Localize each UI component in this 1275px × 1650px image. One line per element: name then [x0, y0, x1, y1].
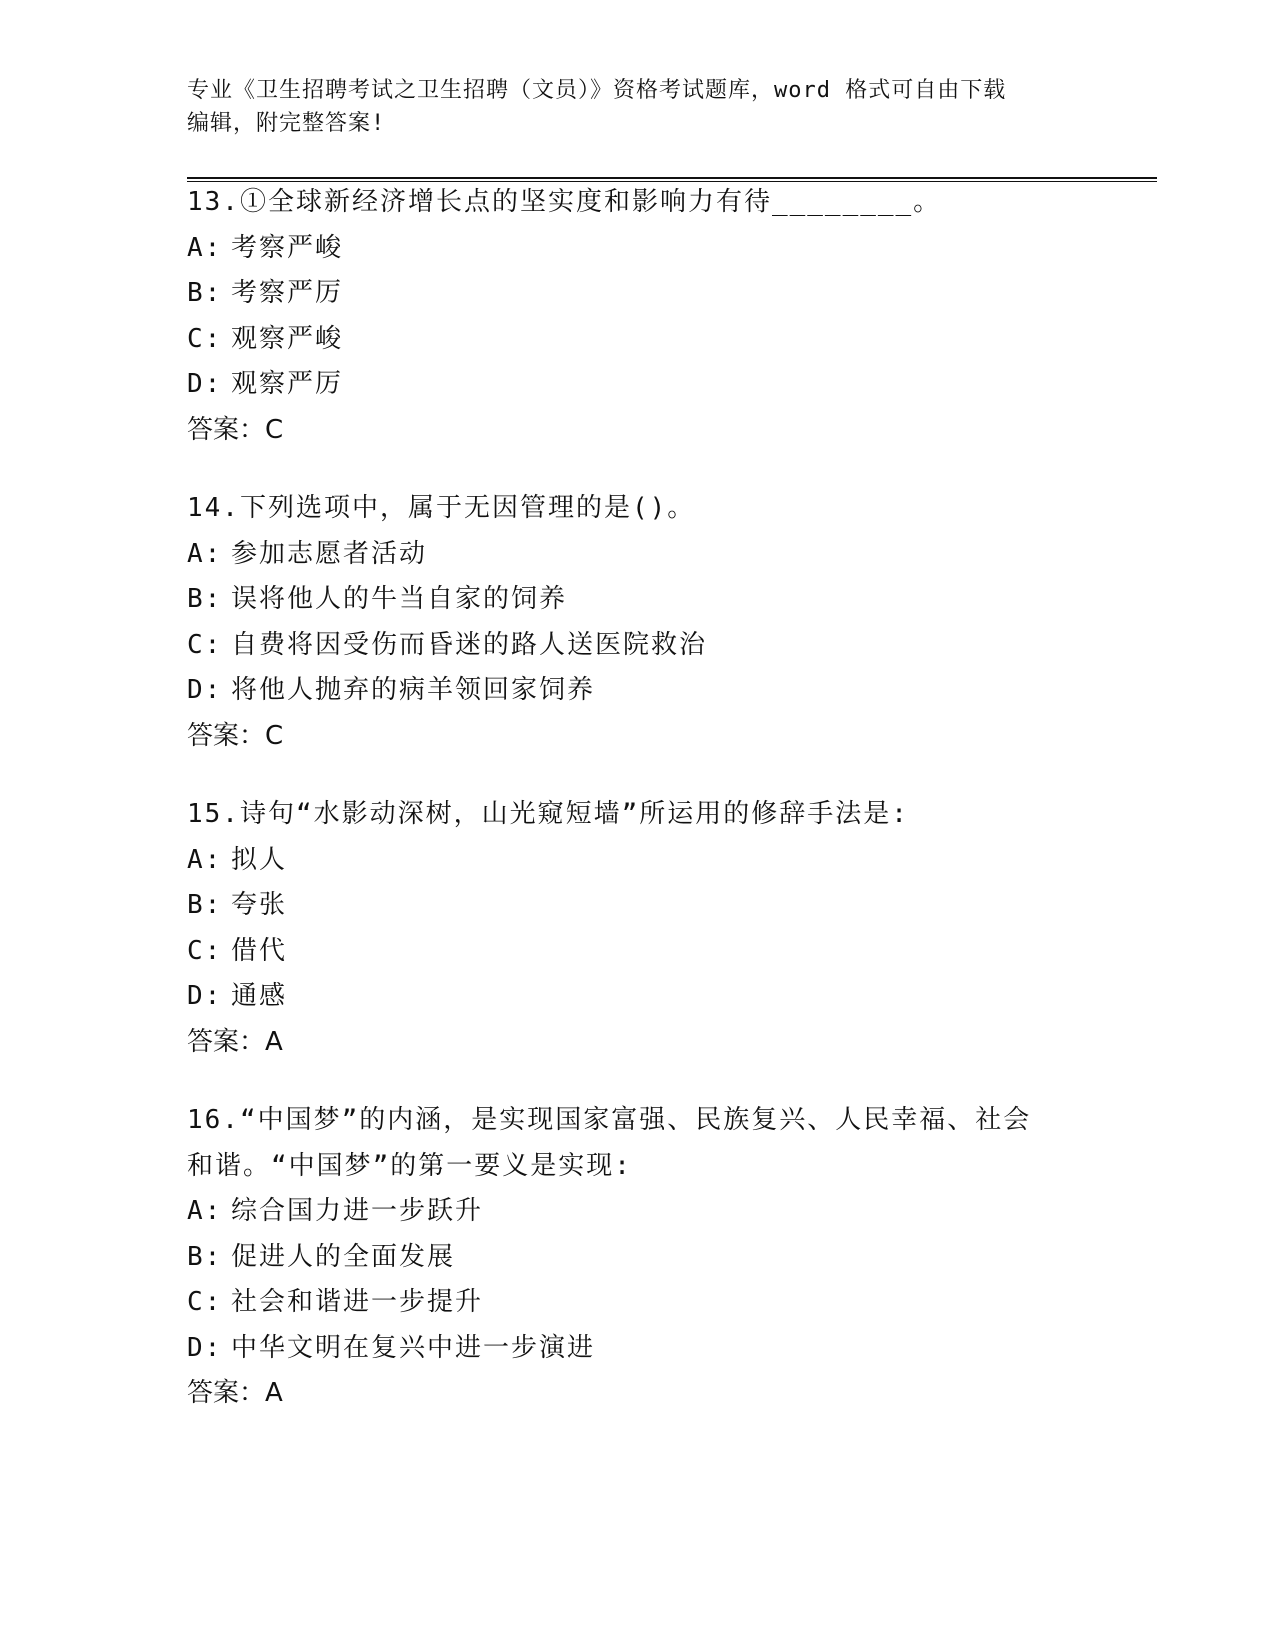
option-text: 拟人 — [231, 844, 288, 875]
option-letter: A: — [187, 538, 223, 569]
option-text: 中华文明在复兴中进一步演进 — [231, 1332, 596, 1363]
option-text: 参加志愿者活动 — [231, 538, 428, 569]
answer-line: 答案：C — [187, 414, 284, 445]
option-text: 自费将因受伤而昏迷的路人送医院救治 — [231, 629, 708, 660]
question-text-continued: 和谐。“中国梦”的第一要义是实现: — [187, 1150, 632, 1181]
option-letter: C: — [187, 1287, 223, 1317]
option-text: 考察严峻 — [231, 232, 344, 263]
option-letter: C: — [187, 935, 223, 966]
option-c — [187, 929, 1157, 975]
option-letter: D: — [187, 675, 223, 705]
question-text: 14.下列选项中，属于无因管理的是()。 — [187, 493, 696, 523]
option-text: 促进人的全面发展 — [231, 1241, 456, 1272]
option-letter: D: — [187, 1332, 223, 1363]
question-14 — [187, 486, 1157, 759]
option-letter: B: — [187, 1241, 223, 1272]
question-text: 13.①全球新经济增长点的坚实度和影响力有待________。 — [187, 187, 942, 217]
option-text: 夸张 — [231, 890, 288, 920]
option-d — [187, 974, 1157, 1020]
option-letter: A: — [187, 844, 223, 875]
option-b — [187, 1235, 1157, 1281]
option-text: 误将他人的牛当自家的饲养 — [231, 584, 568, 614]
option-letter: B: — [187, 890, 223, 920]
option-letter: C: — [187, 629, 223, 660]
option-text: 通感 — [231, 981, 288, 1011]
option-c — [187, 623, 1157, 669]
question-text: 15.诗句“水影动深树，山光窥短墙”所运用的修辞手法是: — [187, 799, 909, 829]
question-13 — [187, 180, 1157, 453]
option-letter: C: — [187, 323, 223, 354]
option-d — [187, 362, 1157, 408]
question-15 — [187, 792, 1157, 1065]
option-letter: D: — [187, 981, 223, 1011]
option-d — [187, 1326, 1157, 1372]
header-line-1: 专业《卫生招聘考试之卫生招聘（文员）》资格考试题库，word 格式可自由下载 — [187, 78, 1007, 103]
option-a — [187, 838, 1157, 884]
option-a — [187, 1189, 1157, 1235]
option-text: 社会和谐进一步提升 — [231, 1287, 484, 1317]
option-text: 观察严峻 — [231, 323, 344, 354]
option-text: 综合国力进一步跃升 — [231, 1196, 484, 1226]
option-a — [187, 226, 1157, 272]
option-b — [187, 577, 1157, 623]
option-letter: A: — [187, 232, 223, 263]
option-c — [187, 317, 1157, 363]
answer-line: 答案：C — [187, 720, 284, 751]
header-line-2: 编辑，附完整答案! — [187, 111, 386, 136]
option-b — [187, 883, 1157, 929]
option-c — [187, 1280, 1157, 1326]
option-text: 考察严厉 — [231, 278, 344, 308]
answer-line: 答案：A — [187, 1378, 283, 1408]
answer-line: 答案：A — [187, 1026, 283, 1057]
option-letter: B: — [187, 278, 223, 308]
option-text: 观察严厉 — [231, 369, 344, 399]
option-text: 借代 — [231, 935, 288, 966]
option-letter: B: — [187, 584, 223, 614]
option-letter: D: — [187, 369, 223, 399]
option-letter: A: — [187, 1196, 223, 1226]
option-d — [187, 668, 1157, 714]
option-a — [187, 532, 1157, 578]
question-text: 16.“中国梦”的内涵，是实现国家富强、民族复兴、人民幸福、社会 — [187, 1105, 1032, 1135]
question-16 — [187, 1098, 1157, 1417]
option-text: 将他人抛弃的病羊领回家饲养 — [231, 675, 596, 705]
document-header — [187, 74, 1087, 140]
option-b — [187, 271, 1157, 317]
